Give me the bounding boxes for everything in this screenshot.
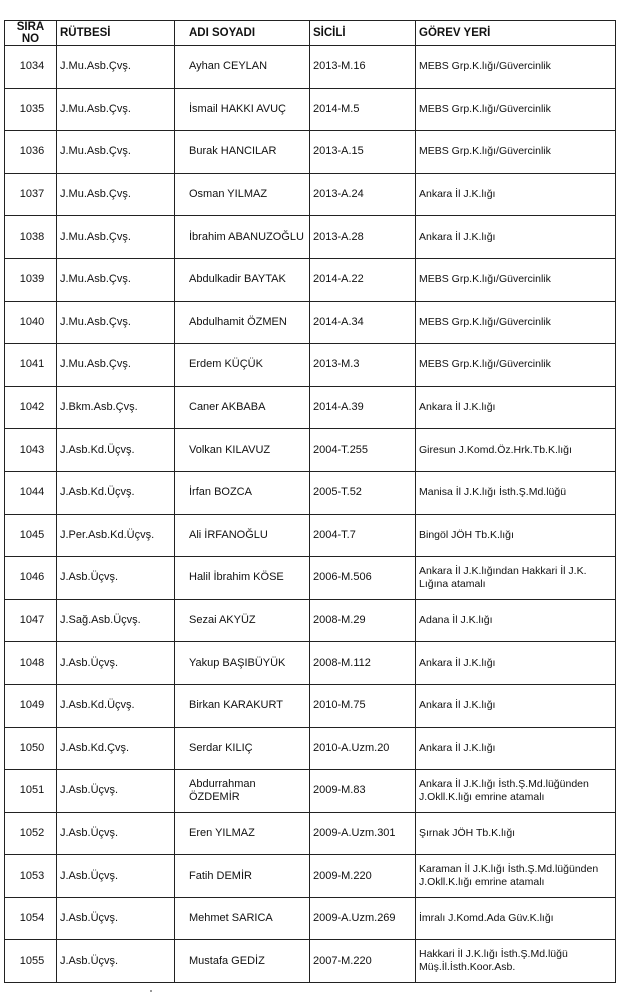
table-row	[5, 471, 616, 514]
cell-gorev-yeri: MEBS Grp.K.lığı/Güvercinlik	[416, 301, 616, 344]
cell-gorev-yeri: Manisa İl J.K.lığı İsth.Ş.Md.lüğü	[416, 471, 616, 514]
cell-gorev-yeri: MEBS Grp.K.lığı/Güvercinlik	[416, 258, 616, 301]
table-header-row	[5, 21, 616, 46]
cell-sira-no: 1049	[5, 684, 57, 727]
personnel-list-sheet	[4, 20, 615, 983]
cell-adi-soyadi: Mehmet SARICA	[175, 897, 310, 940]
table-row	[5, 642, 616, 685]
table-row	[5, 599, 616, 642]
cell-rutbesi: J.Sağ.Asb.Üçvş.	[57, 599, 175, 642]
cell-sicili: 2009-A.Uzm.301	[310, 812, 416, 855]
cell-gorev-yeri: Ankara İl J.K.lığından Hakkari İl J.K. Lığına atamalı	[416, 557, 616, 600]
cell-gorev-yeri: MEBS Grp.K.lığı/Güvercinlik	[416, 131, 616, 174]
cell-gorev-yeri: Ankara İl J.K.lığı	[416, 642, 616, 685]
cell-rutbesi: J.Asb.Kd.Çvş.	[57, 727, 175, 770]
cell-adi-soyadi: Caner AKBABA	[175, 386, 310, 429]
cell-sira-no: 1039	[5, 258, 57, 301]
cell-rutbesi: J.Asb.Üçvş.	[57, 770, 175, 813]
table-row	[5, 727, 616, 770]
cell-gorev-yeri: Giresun J.Komd.Öz.Hrk.Tb.K.lığı	[416, 429, 616, 472]
cell-sira-no: 1053	[5, 855, 57, 898]
cell-sira-no: 1042	[5, 386, 57, 429]
cell-sira-no: 1044	[5, 471, 57, 514]
cell-adi-soyadi: Erdem KÜÇÜK	[175, 344, 310, 387]
cell-adi-soyadi: Yakup BAŞIBÜYÜK	[175, 642, 310, 685]
personnel-table	[4, 20, 616, 983]
cell-rutbesi: J.Asb.Üçvş.	[57, 642, 175, 685]
cell-rutbesi: J.Mu.Asb.Çvş.	[57, 344, 175, 387]
cell-sira-no: 1051	[5, 770, 57, 813]
cell-sicili: 2008-M.29	[310, 599, 416, 642]
cell-sicili: 2004-T.7	[310, 514, 416, 557]
cell-adi-soyadi: Abdurrahman ÖZDEMİR	[175, 770, 310, 813]
cell-rutbesi: J.Mu.Asb.Çvş.	[57, 131, 175, 174]
header-sira-no: SIRA NO	[5, 21, 57, 46]
cell-adi-soyadi: İbrahim ABANUZOĞLU	[175, 216, 310, 259]
cell-rutbesi: J.Asb.Üçvş.	[57, 897, 175, 940]
table-row	[5, 258, 616, 301]
cell-sira-no: 1041	[5, 344, 57, 387]
cell-adi-soyadi: Volkan KILAVUZ	[175, 429, 310, 472]
cell-rutbesi: J.Asb.Kd.Üçvş.	[57, 429, 175, 472]
cell-rutbesi: J.Asb.Üçvş.	[57, 940, 175, 983]
table-row	[5, 131, 616, 174]
cell-sicili: 2013-A.24	[310, 173, 416, 216]
cell-rutbesi: J.Asb.Kd.Üçvş.	[57, 471, 175, 514]
cell-sicili: 2014-A.34	[310, 301, 416, 344]
cell-gorev-yeri: MEBS Grp.K.lığı/Güvercinlik	[416, 88, 616, 131]
cell-sicili: 2013-M.16	[310, 46, 416, 89]
cell-gorev-yeri: Ankara İl J.K.lığı	[416, 684, 616, 727]
cell-rutbesi: J.Mu.Asb.Çvş.	[57, 258, 175, 301]
cell-gorev-yeri: Ankara İl J.K.lığı	[416, 727, 616, 770]
cell-sicili: 2009-M.83	[310, 770, 416, 813]
cell-adi-soyadi: Eren YILMAZ	[175, 812, 310, 855]
table-row	[5, 429, 616, 472]
cell-gorev-yeri: Hakkari İl J.K.lığı İsth.Ş.Md.lüğü Müş.İl.İsth.Koor.Asb.	[416, 940, 616, 983]
cell-adi-soyadi: Abdulkadir BAYTAK	[175, 258, 310, 301]
cell-sicili: 2004-T.255	[310, 429, 416, 472]
cell-gorev-yeri: Ankara İl J.K.lığı İsth.Ş.Md.lüğünden J.Okll.K.lığı emrine atamalı	[416, 770, 616, 813]
cell-adi-soyadi: Sezai AKYÜZ	[175, 599, 310, 642]
cell-sicili: 2005-T.52	[310, 471, 416, 514]
cell-rutbesi: J.Asb.Üçvş.	[57, 557, 175, 600]
cell-sicili: 2010-M.75	[310, 684, 416, 727]
cell-sicili: 2013-M.3	[310, 344, 416, 387]
cell-sira-no: 1043	[5, 429, 57, 472]
table-row	[5, 684, 616, 727]
cell-sicili: 2006-M.506	[310, 557, 416, 600]
header-sicili: SİCİLİ	[310, 21, 416, 46]
cell-sicili: 2014-M.5	[310, 88, 416, 131]
table-row	[5, 46, 616, 89]
cell-sicili: 2009-M.220	[310, 855, 416, 898]
table-row	[5, 386, 616, 429]
cell-rutbesi: J.Mu.Asb.Çvş.	[57, 88, 175, 131]
table-row	[5, 855, 616, 898]
table-row	[5, 216, 616, 259]
cell-sira-no: 1052	[5, 812, 57, 855]
cell-sicili: 2007-M.220	[310, 940, 416, 983]
cell-sicili: 2009-A.Uzm.269	[310, 897, 416, 940]
table-row	[5, 88, 616, 131]
header-gorev-yeri: GÖREV YERİ	[416, 21, 616, 46]
cell-adi-soyadi: Birkan KARAKURT	[175, 684, 310, 727]
header-rutbesi: RÜTBESİ	[57, 21, 175, 46]
cell-rutbesi: J.Bkm.Asb.Çvş.	[57, 386, 175, 429]
cell-adi-soyadi: Halil İbrahim KÖSE	[175, 557, 310, 600]
cell-sira-no: 1046	[5, 557, 57, 600]
cell-adi-soyadi: Ali İRFANOĞLU	[175, 514, 310, 557]
cell-sira-no: 1038	[5, 216, 57, 259]
table-row	[5, 514, 616, 557]
cell-rutbesi: J.Mu.Asb.Çvş.	[57, 216, 175, 259]
cell-adi-soyadi: Serdar KILIÇ	[175, 727, 310, 770]
cell-sicili: 2013-A.15	[310, 131, 416, 174]
table-row	[5, 940, 616, 983]
table-row	[5, 344, 616, 387]
cell-sicili: 2008-M.112	[310, 642, 416, 685]
cell-adi-soyadi: Burak HANCILAR	[175, 131, 310, 174]
cell-adi-soyadi: İrfan BOZCA	[175, 471, 310, 514]
cell-gorev-yeri: Ankara İl J.K.lığı	[416, 386, 616, 429]
cell-rutbesi: J.Asb.Kd.Üçvş.	[57, 684, 175, 727]
cell-rutbesi: J.Per.Asb.Kd.Üçvş.	[57, 514, 175, 557]
table-row	[5, 812, 616, 855]
cell-sicili: 2014-A.39	[310, 386, 416, 429]
table-body	[5, 46, 616, 983]
table-row	[5, 301, 616, 344]
cell-gorev-yeri: İmralı J.Komd.Ada Güv.K.lığı	[416, 897, 616, 940]
cell-gorev-yeri: Ankara İl J.K.lığı	[416, 173, 616, 216]
cell-adi-soyadi: Fatih DEMİR	[175, 855, 310, 898]
cell-sira-no: 1035	[5, 88, 57, 131]
cell-gorev-yeri: MEBS Grp.K.lığı/Güvercinlik	[416, 344, 616, 387]
header-adi-soyadi: ADI SOYADI	[175, 21, 310, 46]
cell-rutbesi: J.Mu.Asb.Çvş.	[57, 46, 175, 89]
cell-sira-no: 1036	[5, 131, 57, 174]
cell-rutbesi: J.Mu.Asb.Çvş.	[57, 301, 175, 344]
table-row	[5, 897, 616, 940]
cell-gorev-yeri: Şırnak JÖH Tb.K.lığı	[416, 812, 616, 855]
cell-sira-no: 1037	[5, 173, 57, 216]
scan-speck	[150, 990, 152, 992]
cell-sira-no: 1048	[5, 642, 57, 685]
cell-sira-no: 1050	[5, 727, 57, 770]
table-row	[5, 770, 616, 813]
cell-sira-no: 1047	[5, 599, 57, 642]
cell-adi-soyadi: İsmail HAKKI AVUÇ	[175, 88, 310, 131]
cell-adi-soyadi: Mustafa GEDİZ	[175, 940, 310, 983]
cell-gorev-yeri: Bingöl JÖH Tb.K.lığı	[416, 514, 616, 557]
cell-gorev-yeri: Karaman İl J.K.lığı İsth.Ş.Md.lüğünden J.Okll.K.lığı emrine atamalı	[416, 855, 616, 898]
cell-gorev-yeri: MEBS Grp.K.lığı/Güvercinlik	[416, 46, 616, 89]
cell-sira-no: 1055	[5, 940, 57, 983]
cell-gorev-yeri: Ankara İl J.K.lığı	[416, 216, 616, 259]
table-row	[5, 173, 616, 216]
cell-sicili: 2013-A.28	[310, 216, 416, 259]
table-row	[5, 557, 616, 600]
cell-rutbesi: J.Asb.Üçvş.	[57, 812, 175, 855]
cell-rutbesi: J.Asb.Üçvş.	[57, 855, 175, 898]
cell-sicili: 2010-A.Uzm.20	[310, 727, 416, 770]
cell-sira-no: 1045	[5, 514, 57, 557]
cell-sicili: 2014-A.22	[310, 258, 416, 301]
cell-adi-soyadi: Abdulhamit ÖZMEN	[175, 301, 310, 344]
cell-adi-soyadi: Osman YILMAZ	[175, 173, 310, 216]
cell-sira-no: 1040	[5, 301, 57, 344]
cell-rutbesi: J.Mu.Asb.Çvş.	[57, 173, 175, 216]
cell-sira-no: 1034	[5, 46, 57, 89]
cell-adi-soyadi: Ayhan CEYLAN	[175, 46, 310, 89]
cell-sira-no: 1054	[5, 897, 57, 940]
cell-gorev-yeri: Adana İl J.K.lığı	[416, 599, 616, 642]
